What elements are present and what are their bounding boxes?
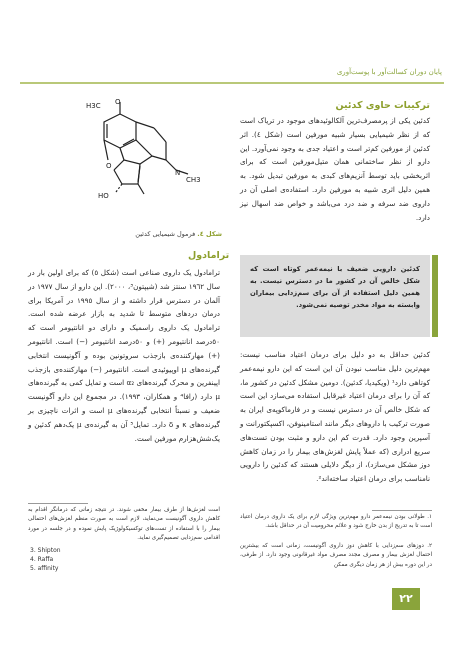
callout-box [240,255,430,337]
figure-caption-text: فرمول شیمیایی کدئین [135,230,196,238]
footnote-left: است لغزش‌ها از طرف بیمار مخفی شوند. در نتیجه زمانی که درمانگر اقدام به کاهش داروی آگونیست می‌نماید، لازم است به صورت منظم لغزش‌های احتمالی بیمار را با استفاده از تست‌های توکسیکولوژیک پایش نموده و در جلسه در مورد اقدامی سم‌زدایی تصمیم‌گیری نماید. [28,507,220,542]
page-number: ٢٢ [392,588,420,610]
reference-list [30,546,61,573]
reference-item: 5. affinity [30,565,59,572]
structure-atom-o-ring: O [106,162,112,170]
paragraph-codeine-intro: کدئین یکی از پرمصرف‌ترین آلکالوئیدهای موجود در تریاک است که از نظر شیمیایی بسیار شبیه مورفین است (شکل ٤). اثر کدئین از مورفین کم‌تر است و اعتیاد جدی به وجود نمی‌آورد. این دارو از نظر ساختمانی همان متیل‌مورفین است که برای اثربخشی باید توسط آنزیم‌های کبدی به مورفین تبدیل شود. به همین دلیل اثری شبیه به مورفین دارد. استفاده‌ی اصلی آن در داروی ضد سرفه و ضد درد می‌باشد و خواص ضد اسهال نیز دارد. [240,116,430,222]
section-title-tramadol: ترامادول [188,250,230,261]
structure-group-ch3: CH3 [186,176,201,184]
structure-group-ho: HO [98,192,109,200]
figure-label: شکل ٤. [197,230,222,238]
footnote-right-2: ٢. دوزهای سم‌زدایی با کاهش دوز داروی آگونیست، زمانی است که بیشترین احتمال لغزش بیمار و مصرف مجدد مصرف مواد غیرقانونی وجود دارد. از طرفی، در این دوره بیش از هر زمان دیگری ممکن [240,543,432,568]
section-title-codeine: ترکیبات حاوی کدئین [335,100,430,111]
callout-accent-bar [432,255,438,337]
reference-item: 4. Raffa [30,556,54,563]
reference-item: 3. Shipton [30,547,61,554]
footnote-rule-left [28,503,88,504]
footnote-rule-right [372,510,432,511]
figure-caption [92,230,222,238]
paragraph-codeine-reasons: کدئین حداقل به دو دلیل برای درمان اعتیاد مناسب نیست: مهم‌ترین دلیل مناسب نبودن آن این است که این دارو نیمه‌عمر کوتاهی دارد¹ (ویکیدیا، کدئین). دومین مشکل کدئین در کشور ما، که آن را برای درمان اعتیاد غیرقابل استفاده می‌سازد این است که شکل خالص آن در دسترس نیست و در فارماکوپه‌ی ایران به صورت ترکیب با داروهای دیگر مانند استامینوفن، اکسپکتورانت و آسپرین وجود دارد. قدرت کم این دارو و مثبت بودن تست‌های سریع ادراری (که عملاً پایش لغزش‌های بیمار را در زمان کاهش دوز مشکل می‌سازد)، از دیگر دلایلی هستند که کدئین را دارویی نامناسب برای درمان اعتیاد ساخته‌اند². [240,350,431,484]
structure-atom-n: N [175,169,181,177]
running-header: پایان دوران کسالت‌آور با پوست‌آوری [336,68,442,76]
paragraph-tramadol: ترامادول یک داروی صناعی است (شکل ٥) که برای اولین بار در سال ١٩٦٢ سنتز شد (شیپتون³، ٢٠٠٠). این دارو از سال ١٩٧٧ در آلمان در دسترس قرار داشته و از سال ١٩٩٥ در آمریکا برای درمان دردهای متوسط تا شدید به بازار عرضه شده است. ترامادول یک داروی راسمیک و دارای دو انانتیومر است که ٥٠درصد انانتیومر (+) و ٥٠درصد انانتیومر (−) است. انانتیومر (+) مهارکننده‌ی بازجذب سروتونین بوده و آگونیست انتخابی گیرنده‌های μ اوپیوئیدی است. انانتیومر (−) مهارکننده‌ی بازجذب اپینفرین و محرک گیرنده‌های α₂ است و تمایل کمی به گیرنده‌های μ دارد (رافا⁴ و همکاران، ١٩٩٣). در مجموع این دارو آگونیست ضعیف و نسبتاً انتخابی گیرنده‌های μ است و اثرات ناچیزی بر گیرنده‌های κ و δ دارد. تمایل⁵ آن به گیرنده‌ی μ یک‌دهم کدئین و یک‌شش‌هزارم مورفین است. [28,268,221,443]
codeine-structure-figure [80,98,210,208]
codeine-structure-diagram [80,98,210,208]
footnote-right-1: ١. طولانی بودن نیمه‌عمر دارو مهم‌ترین ویژگی لازم برای یک داروی درمان اعتیاد است تا به تدریج از بدن خارج شود و علائم محرومیت آن در حداقل باشد. [240,514,432,530]
structure-group-h3c: H3C [86,102,101,110]
structure-atom-o-methoxy: O [115,98,121,106]
header-rule [20,82,444,84]
callout-text: کدئین دارویی ضعیف با نیمه‌عمر کوتاه است که شکل خالص آن در کشور ما در دسترس نیست. به همین دلیل استفاده از آن برای سم‌زدایی بیماران وابسته به مواد مخدر توصیه نمی‌شود. [250,265,420,309]
